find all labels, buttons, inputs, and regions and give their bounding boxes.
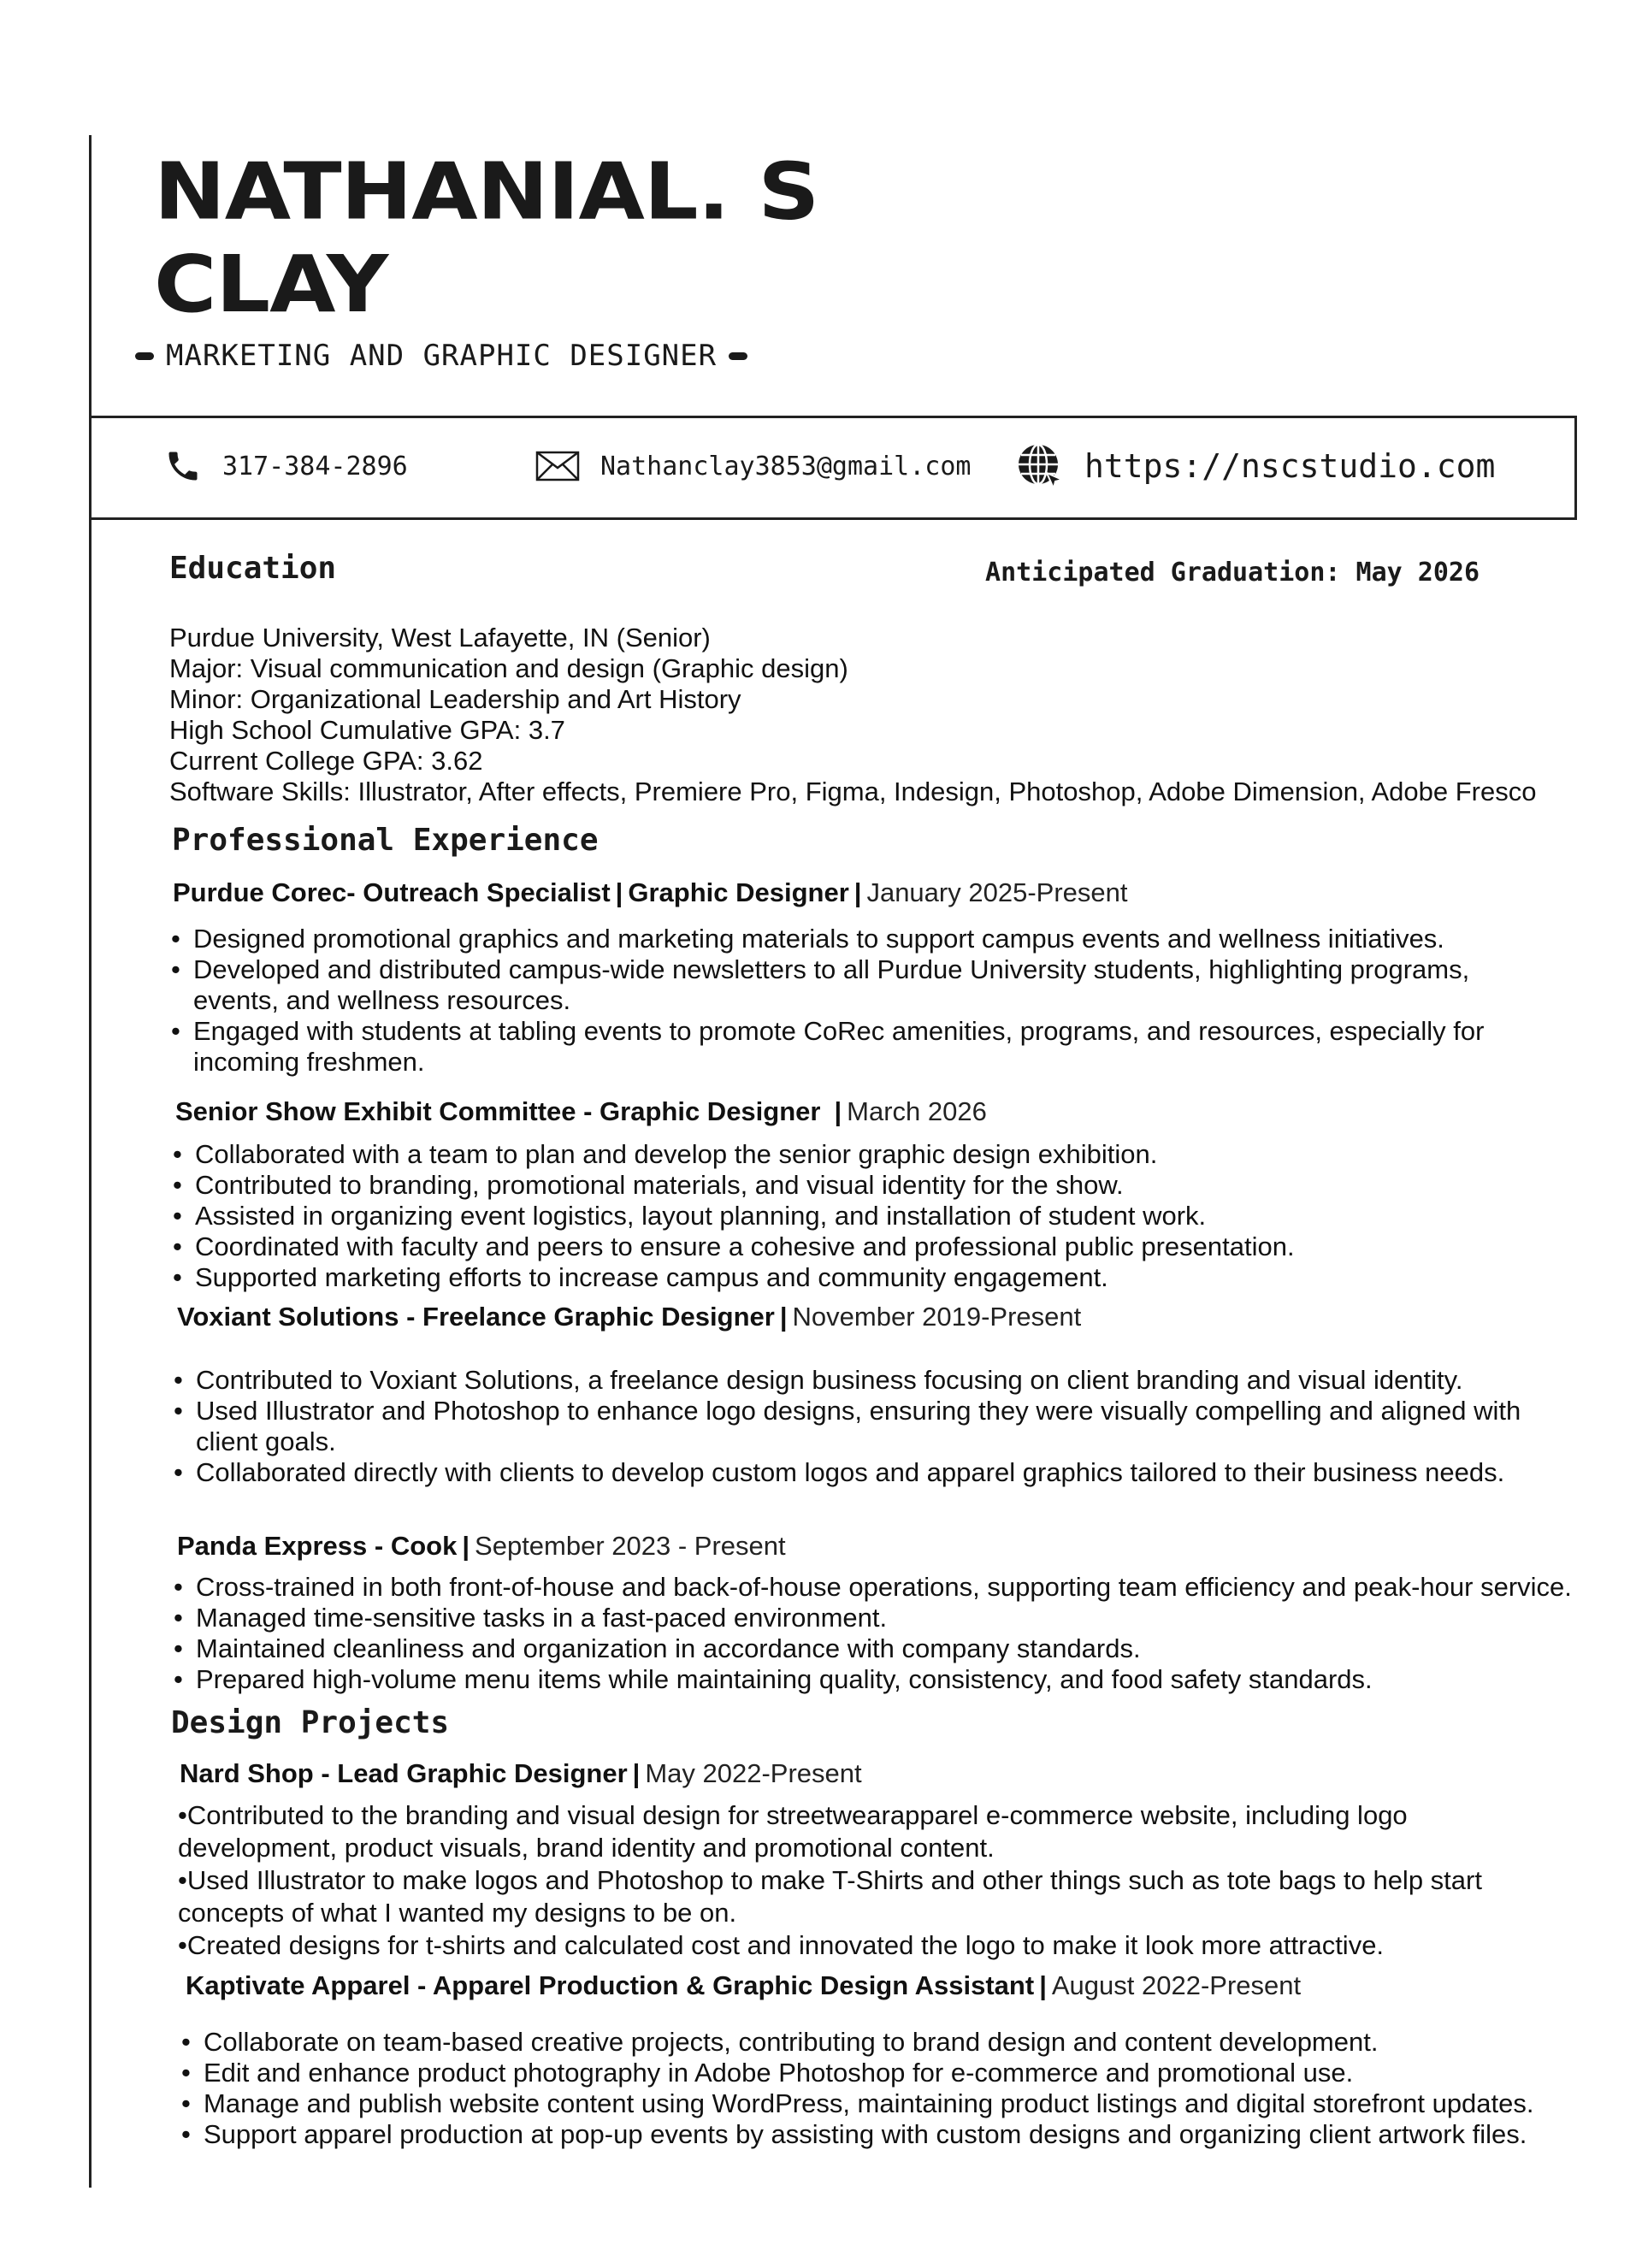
applicant-name <box>154 145 818 331</box>
globe-icon <box>1016 442 1064 490</box>
job-date: November 2019-Present <box>792 1302 1082 1332</box>
bullet-item: •Contributed to the branding and visual design for streetwearapparel e-commerce website, including logo development, product visuals, brand identity and promotional content. <box>178 1800 1408 1863</box>
project-role: Kaptivate Apparel - Apparel Production & Graphic Design Assistant <box>186 1970 1035 2000</box>
bullet-item: • Managed time-sensitive tasks in a fast-paced environment. <box>174 1603 1627 1633</box>
bullet-item: • Prepared high-volume menu items while maintaining quality, consistency, and food safety standards. <box>174 1664 1627 1695</box>
education-line: Purdue University, West Lafayette, IN (Senior) <box>169 623 711 653</box>
education-heading: Education <box>169 551 337 586</box>
job-date: March 2026 <box>847 1096 987 1126</box>
bullet-item: • Collaborated with a team to plan and develop the senior graphic design exhibition. <box>173 1139 1592 1170</box>
bullet-item: • Collaborated directly with clients to develop custom logos and apparel graphics tailored to their business needs. <box>174 1457 1542 1488</box>
job-title: Voxiant Solutions - Freelance Graphic Designer | November 2019-Present <box>177 1302 1082 1332</box>
bullet-item: • Collaborate on team-based creative projects, contributing to brand design and content development. <box>181 2027 1541 2058</box>
bullet-item: • Engaged with students at tabling events to promote CoRec amenities, programs, and resources, especially for incoming freshmen. <box>171 1016 1539 1078</box>
project-role: Nard Shop - Lead Graphic Designer <box>180 1758 628 1788</box>
job-title: Purdue Corec- Outreach Specialist | Graphic Designer | January 2025-Present <box>173 877 1128 907</box>
job-title: Panda Express - Cook | September 2023 - Present <box>177 1531 786 1561</box>
bullet-item: • Coordinated with faculty and peers to ensure a cohesive and professional public presentation. <box>173 1231 1592 1262</box>
job-role: Purdue Corec- Outreach Specialist <box>173 877 611 907</box>
projects-heading: Design Projects <box>171 1705 450 1740</box>
contact-email[interactable] <box>535 442 971 490</box>
name-line-2: CLAY <box>154 238 388 331</box>
bullet-item: • Edit and enhance product photography in Adobe Photoshop for e-commerce and promotional use. <box>181 2058 1541 2088</box>
name-line-1: NATHANIAL. S <box>154 145 819 238</box>
dash-ornament-right <box>729 352 747 360</box>
job-bullets <box>173 1139 1592 1293</box>
job-bullets <box>171 924 1539 1078</box>
project-bullets <box>178 1799 1529 1962</box>
phone-icon <box>164 446 202 486</box>
job-subtitle <box>135 334 747 377</box>
dash-ornament-left <box>135 352 154 360</box>
education-line: Current College GPA: 3.62 <box>169 746 483 776</box>
job-title: Senior Show Exhibit Committee - Graphic Designer | March 2026 <box>175 1096 987 1126</box>
bullet-item: • Support apparel production at pop-up events by assisting with custom designs and organizing client artwork files. <box>181 2119 1541 2150</box>
bullet-item: • Used Illustrator and Photoshop to enhance logo designs, ensuring they were visually compelling and aligned with client goals. <box>174 1396 1542 1457</box>
project-bullets <box>181 2027 1541 2150</box>
project-date: May 2022-Present <box>645 1758 862 1788</box>
project-title: Nard Shop - Lead Graphic Designer | May 2022-Present <box>180 1758 862 1788</box>
bullet-item: • Manage and publish website content using WordPress, maintaining product listings and digital storefront updates. <box>181 2088 1541 2119</box>
bullet-item: • Developed and distributed campus-wide newsletters to all Purdue University students, highlighting programs, events, and wellness resources. <box>171 954 1539 1016</box>
job-role: Voxiant Solutions - Freelance Graphic Designer <box>177 1302 775 1332</box>
contact-phone[interactable] <box>164 442 408 490</box>
envelope-icon <box>535 451 580 481</box>
bullet-item: •Created designs for t-shirts and calculated cost and innovated the logo to make it look more attractive. <box>178 1930 1385 1960</box>
job-date: January 2025-Present <box>866 877 1128 907</box>
graduation-date: Anticipated Graduation: May 2026 <box>985 558 1480 588</box>
project-title: Kaptivate Apparel - Apparel Production & Graphic Design Assistant | August 2022-Present <box>186 1970 1302 2000</box>
job-role: Senior Show Exhibit Committee - Graphic Designer <box>175 1096 821 1126</box>
job-bullets <box>174 1572 1627 1695</box>
bullet-item: •Used Illustrator to make logos and Photoshop to make T-Shirts and other things such as tote bags to help start concepts of what I wanted my designs to be on. <box>178 1865 1482 1928</box>
email-address: Nathanclay3853@gmail.com <box>600 451 972 481</box>
education-line: Major: Visual communication and design (Graphic design) <box>169 653 848 683</box>
education-details <box>169 623 1589 807</box>
phone-number: 317-384-2896 <box>222 451 408 481</box>
job-role-secondary: Graphic Designer <box>628 877 849 907</box>
education-line: Minor: Organizational Leadership and Art History <box>169 684 741 714</box>
bullet-item: • Cross-trained in both front-of-house and back-of-house operations, supporting team efficiency and peak-hour service. <box>174 1572 1627 1603</box>
bullet-item: • Maintained cleanliness and organization in accordance with company standards. <box>174 1633 1627 1664</box>
bullet-item: • Contributed to Voxiant Solutions, a freelance design business focusing on client branding and visual identity. <box>174 1365 1542 1396</box>
bullet-item: • Contributed to branding, promotional materials, and visual identity for the show. <box>173 1170 1592 1201</box>
project-date: August 2022-Present <box>1051 1970 1302 2000</box>
job-bullets <box>174 1365 1542 1488</box>
bullet-item: • Assisted in organizing event logistics, layout planning, and installation of student work. <box>173 1201 1592 1231</box>
education-line: Software Skills: Illustrator, After effects, Premiere Pro, Figma, Indesign, Photoshop, Adobe Dimension, Adobe Fresco <box>169 777 1537 806</box>
experience-heading: Professional Experience <box>172 823 599 858</box>
contact-bar <box>89 416 1577 520</box>
subtitle-text: MARKETING AND GRAPHIC DESIGNER <box>166 339 718 373</box>
bullet-item: • Supported marketing efforts to increase campus and community engagement. <box>173 1262 1592 1293</box>
education-line: High School Cumulative GPA: 3.7 <box>169 715 565 745</box>
website-url: https://nscstudio.com <box>1084 447 1496 485</box>
bullet-item: • Designed promotional graphics and marketing materials to support campus events and wellness initiatives. <box>171 924 1539 954</box>
job-role: Panda Express - Cook <box>177 1531 458 1561</box>
contact-website[interactable] <box>1016 442 1495 490</box>
job-date: September 2023 - Present <box>475 1531 786 1561</box>
